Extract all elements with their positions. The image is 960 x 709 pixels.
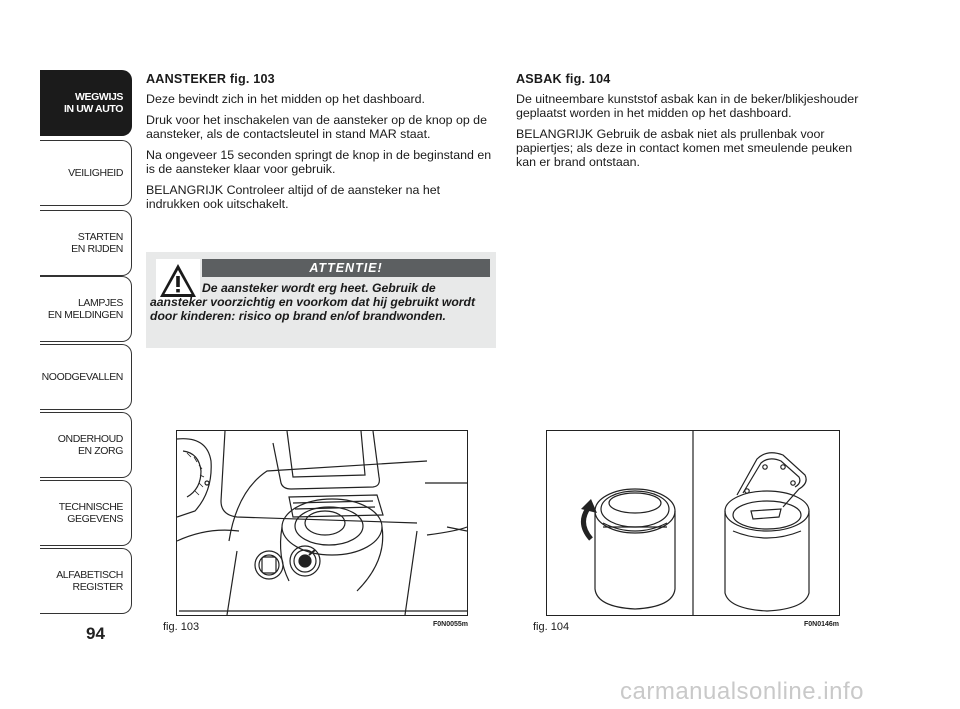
tab-lampjes[interactable]: [40, 276, 132, 342]
paragraph: BELANGRIJK Gebruik de asbak niet als prullenbak voor papiertjes; als deze in contact komen met smeulende peuken kan er brand ontstaan.: [516, 127, 853, 169]
tab-starten[interactable]: [40, 210, 132, 276]
warning-title: ATTENTIE!: [202, 259, 490, 277]
tab-label: ALFABETISCH REGISTER: [56, 569, 123, 593]
figure-104-ashtray: [546, 430, 840, 616]
tab-label: NOODGEVALLEN: [41, 371, 123, 383]
tab-label: STARTEN EN RIJDEN: [71, 231, 123, 255]
tab-alfabetisch[interactable]: [40, 548, 132, 614]
tab-onderhoud[interactable]: [40, 412, 132, 478]
ashtray-illustration: [547, 431, 839, 615]
figure-code: F0N0055m: [433, 621, 469, 628]
section-heading: AANSTEKER fig. 103: [146, 72, 275, 86]
tab-wegwijs[interactable]: [40, 70, 132, 136]
paragraph: De uitneembare kunststof asbak kan in de beker/blikjeshouder geplaatst worden in het midden op het dashboard.: [516, 92, 859, 120]
figure-caption: fig. 103: [163, 621, 200, 633]
figure-103-lighter: [176, 430, 468, 616]
section-aansteker: [146, 72, 496, 218]
warning-box: [146, 252, 496, 348]
paragraph: Na ongeveer 15 seconden springt de knop in de beginstand en is de aansteker klaar voor gebruik.: [146, 148, 492, 176]
lighter-illustration: [177, 431, 467, 615]
warning-text: De aansteker wordt erg heet. Gebruik de aansteker voorzichtig en voorkom dat hij gebruikt wordt door kinderen: risico op brand en/of brandwonden.: [150, 281, 476, 323]
figure-caption: fig. 104: [533, 621, 570, 633]
section-asbak: [516, 72, 866, 176]
tab-label: WEGWIJS IN UW AUTO: [64, 91, 123, 115]
paragraph: Deze bevindt zich in het midden op het dashboard.: [146, 92, 425, 106]
paragraph: BELANGRIJK Controleer altijd of de aansteker na het indrukken ook uitschakelt.: [146, 183, 441, 211]
tab-technische[interactable]: [40, 480, 132, 546]
tab-label: TECHNISCHE GEGEVENS: [58, 501, 123, 525]
section-heading: ASBAK fig. 104: [516, 72, 611, 86]
tab-noodgevallen[interactable]: [40, 344, 132, 410]
figure-code: F0N0146m: [804, 621, 840, 628]
tab-veiligheid[interactable]: [40, 140, 132, 206]
paragraph: Druk voor het inschakelen van de aansteker op de knop op de aansteker, als de contactsleutel in stand MAR staat.: [146, 113, 487, 141]
page-number: 94: [86, 624, 105, 643]
tab-label: VEILIGHEID: [68, 167, 123, 179]
tab-label: ONDERHOUD EN ZORG: [57, 433, 123, 457]
tab-label: LAMPJES EN MELDINGEN: [47, 297, 123, 321]
watermark: carmanualsonline.info: [620, 678, 864, 705]
